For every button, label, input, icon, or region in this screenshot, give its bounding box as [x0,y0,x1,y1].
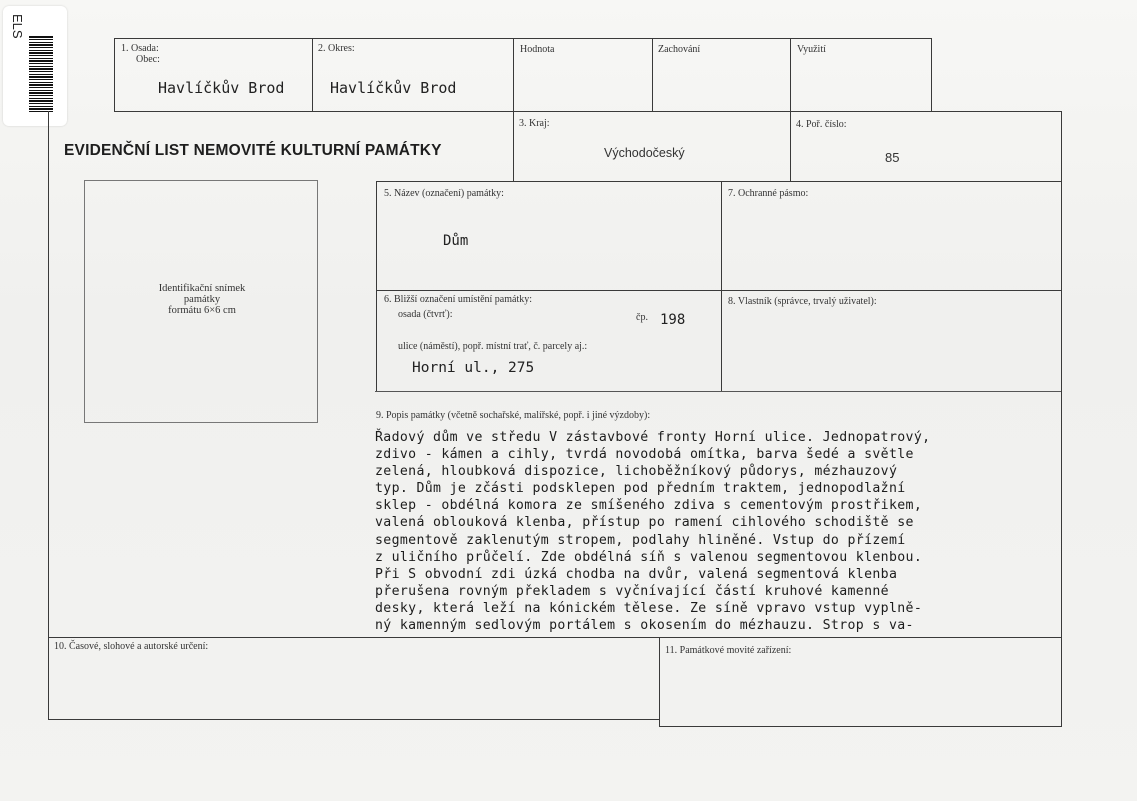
ulice-value: Horní ul., 275 [412,360,535,376]
photo-caption-line3: formátu 6×6 cm [168,305,236,316]
photo-caption-line2: památky [183,294,221,305]
zachovani-label: Zachování [658,44,701,55]
okres-value: Havlíčkův Brod [330,79,457,97]
barcode-icon [29,36,53,114]
kraj-label: 3. Kraj: [519,118,550,129]
okres-label: 2. Okres: [318,43,355,54]
osada-label: 1. Osada: [121,43,159,54]
osada-ctvrt-label: osada (čtvrť): [398,309,453,320]
nazev-label: 5. Název (označení) památky: [384,188,504,199]
popis-text: Řadový dům ve středu V zástavbové fronty Horní ulice. Jednopatrový, zdivo - kámen a cihly, tvrdá novodobá omítka, barva šedé a světle zelená, hloubková dispozice, lichoběžníkový půdorys, mézhauzový typ. Dům je zčásti podsklepen pod předním traktem, jednopodlažní sklep - obdélná komora ze smíšeného zdiva s cementovým prostřikem, valená oblouková klenba, přístup po ramení cihlového schodiště se segmentově zaklenutým stropem, podlahy hliněné. Vstup do přízemí z uličního průčelí. Zde obdélná síň s valenou segmentovou klenbou. Při S obvodní zdi úzká chodba na dvůr, valená segmentová klenba přerušena rovným překladem s vyčnívající částí kruhové kamenné desky, která leží na kónickém tělese. Ze síně vpravo vstup vyplně- ný kamenným sedlovým portálem s okosením do mézhauzu. Strop s va- [375,430,931,634]
ulice-label: ulice (náměstí), popř. místní trať, č. parcely aj.: [398,341,588,352]
zarizeni-label: 11. Památkové movité zařízení: [665,645,792,656]
photo-caption-line1: Identifikační snímek [158,283,246,294]
cp-label: čp. [636,312,648,323]
pasmo-label: 7. Ochranné pásmo: [728,188,809,199]
popis-label: 9. Popis památky (včetně sochařské, malířské, popř. i jiné výzdoby): [376,410,651,421]
urceni-label: 10. Časové, slohové a autorské určení: [54,641,209,652]
barcode-code: ELS [10,14,25,39]
obec-value: Havlíčkův Brod [158,79,285,97]
vlastnik-label: 8. Vlastník (správce, trvalý uživatel): [728,296,877,307]
main-frame [48,111,1062,638]
hodnota-label: Hodnota [520,44,555,55]
cislo-label: 4. Poř. číslo: [796,119,847,130]
page-title: EVIDENČNÍ LIST NEMOVITÉ KULTURNÍ PAMÁTKY [64,142,442,159]
barcode-sticker [3,6,67,126]
nazev-value: Dům [443,233,469,249]
umisteni-label: 6. Bližší označení umístění památky: [384,294,533,305]
kraj-value: Východočeský [604,146,685,160]
vyuziti-label: Využití [797,44,826,55]
cislo-value: 85 [885,150,900,165]
obec-label: Obec: [136,54,160,65]
cp-value: 198 [660,312,686,328]
